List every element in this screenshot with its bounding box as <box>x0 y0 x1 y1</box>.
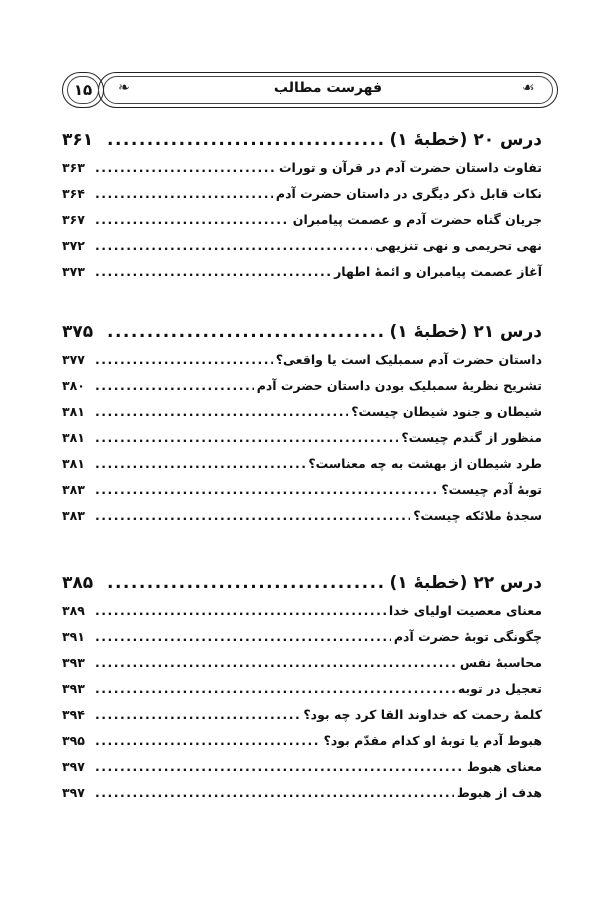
entry-title: توبهٔ آدم چیست؟ <box>441 481 542 497</box>
toc-entry <box>62 258 542 284</box>
entry-title: تعجیل در توبه <box>457 680 542 696</box>
dot-leader <box>95 759 464 774</box>
toc-section-lesson-22 <box>62 569 542 805</box>
toc-entry <box>62 675 542 701</box>
dot-leader <box>95 681 455 696</box>
entry-page: ۳۹۴ <box>62 706 85 722</box>
lesson-title: درس ۲۰ (خطبهٔ ۱) <box>389 130 542 150</box>
entry-page: ۳۶۷ <box>62 211 85 227</box>
toc-entry <box>62 476 542 502</box>
entry-page: ۳۸۱ <box>62 429 85 445</box>
lesson-title: درس ۲۲ (خطبهٔ ۱) <box>389 573 542 593</box>
dot-leader <box>95 655 457 670</box>
toc-entry <box>62 450 542 476</box>
toc-entry <box>62 597 542 623</box>
lesson-page: ۳۶۱ <box>62 130 94 150</box>
toc-entry <box>62 206 542 232</box>
entry-title: تشریح نظریهٔ سمبلیک بودن داستان حضرت آدم <box>256 377 542 393</box>
entry-page: ۳۸۱ <box>62 455 85 471</box>
toc-entry <box>62 398 542 424</box>
entry-title: چگونگی توبهٔ حضرت آدم <box>393 628 542 644</box>
dot-leader <box>95 785 454 800</box>
entry-page: ۳۷۲ <box>62 237 85 253</box>
dot-leader <box>95 238 372 253</box>
toc-section-lesson-20 <box>62 126 542 284</box>
entry-page: ۳۶۴ <box>62 185 85 201</box>
dot-leader <box>95 160 276 175</box>
toc-entry <box>62 232 542 258</box>
entry-page: ۳۸۳ <box>62 481 85 497</box>
lesson-page: ۳۷۵ <box>62 322 94 342</box>
entry-title: شیطان و جنود شیطان چیست؟ <box>351 403 542 419</box>
running-header-title: فهرست مطالب <box>273 80 383 96</box>
toc-entry <box>62 779 542 805</box>
dot-leader <box>95 264 331 279</box>
entry-page: ۳۹۷ <box>62 784 85 800</box>
dot-leader <box>95 508 410 523</box>
entry-title: جریان گناه حضرت آدم و عصمت پیامبران <box>292 211 542 227</box>
entry-page: ۳۹۳ <box>62 654 85 670</box>
dot-leader <box>95 707 300 722</box>
dot-leader <box>95 430 398 445</box>
entry-page: ۳۸۰ <box>62 377 85 393</box>
entry-title: کلمهٔ رحمت که خداوند القا کرد چه بود؟ <box>303 706 542 722</box>
toc-entry <box>62 753 542 779</box>
lesson-heading <box>62 569 542 597</box>
entry-title: داستان حضرت آدم سمبلیک است یا واقعی؟ <box>275 351 542 367</box>
entry-title: تفاوت داستان حضرت آدم در قرآن و تورات <box>278 159 542 175</box>
entry-page: ۳۶۳ <box>62 159 85 175</box>
dot-leader <box>107 322 387 342</box>
entry-page: ۳۸۹ <box>62 602 85 618</box>
entry-title: نکات قابل ذکر دیگری در داستان حضرت آدم <box>275 185 542 201</box>
page-number: ۱۵ <box>62 72 104 108</box>
entry-page: ۳۹۵ <box>62 732 85 748</box>
dot-leader <box>95 733 321 748</box>
toc-entry <box>62 424 542 450</box>
dot-leader <box>95 186 273 201</box>
lesson-heading <box>62 126 542 154</box>
dot-leader <box>107 130 387 150</box>
entry-title: نهی تحریمی و نهی تنزیهی <box>375 237 542 253</box>
ornament-left-icon: ❧ <box>118 80 130 96</box>
ornament-right-icon: ☙ <box>522 80 535 96</box>
page-number-inner-frame <box>67 76 99 104</box>
entry-page: ۳۸۱ <box>62 403 85 419</box>
entry-title: طرد شیطان از بهشت به چه معناست؟ <box>308 455 542 471</box>
dot-leader <box>107 573 387 593</box>
dot-leader <box>95 378 254 393</box>
dot-leader <box>95 212 290 227</box>
entry-title: آغاز عصمت پیامبران و ائمهٔ اطهار <box>334 263 542 279</box>
toc-entry <box>62 180 542 206</box>
dot-leader <box>95 404 348 419</box>
toc-entry <box>62 346 542 372</box>
entry-title: منظور از گندم چیست؟ <box>401 429 542 445</box>
entry-page: ۳۹۳ <box>62 680 85 696</box>
toc-entry <box>62 727 542 753</box>
lesson-title: درس ۲۱ (خطبهٔ ۱) <box>389 322 542 342</box>
toc-entry <box>62 372 542 398</box>
entry-page: ۳۷۷ <box>62 351 85 367</box>
entry-page: ۳۸۳ <box>62 507 85 523</box>
entry-title: سجدهٔ ملائکه چیست؟ <box>413 507 542 523</box>
entry-title: معنای معصیت اولیای خدا <box>388 602 542 618</box>
entry-title: معنای هبوط <box>467 758 542 774</box>
entry-page: ۳۷۳ <box>62 263 85 279</box>
toc-entry <box>62 701 542 727</box>
dot-leader <box>95 629 391 644</box>
entry-title: محاسبهٔ نفس <box>459 654 542 670</box>
entry-page: ۳۹۷ <box>62 758 85 774</box>
toc-entry <box>62 623 542 649</box>
toc-section-lesson-21 <box>62 318 542 528</box>
lesson-page: ۳۸۵ <box>62 573 94 593</box>
entry-page: ۳۹۱ <box>62 628 85 644</box>
dot-leader <box>95 352 273 367</box>
toc-entry <box>62 502 542 528</box>
dot-leader <box>95 456 305 471</box>
dot-leader <box>95 603 386 618</box>
dot-leader <box>95 482 438 497</box>
toc-entry <box>62 649 542 675</box>
entry-title: هبوط آدم یا توبهٔ او کدام مقدّم بود؟ <box>323 732 542 748</box>
toc-entry <box>62 154 542 180</box>
entry-title: هدف از هبوط <box>456 784 542 800</box>
lesson-heading <box>62 318 542 346</box>
